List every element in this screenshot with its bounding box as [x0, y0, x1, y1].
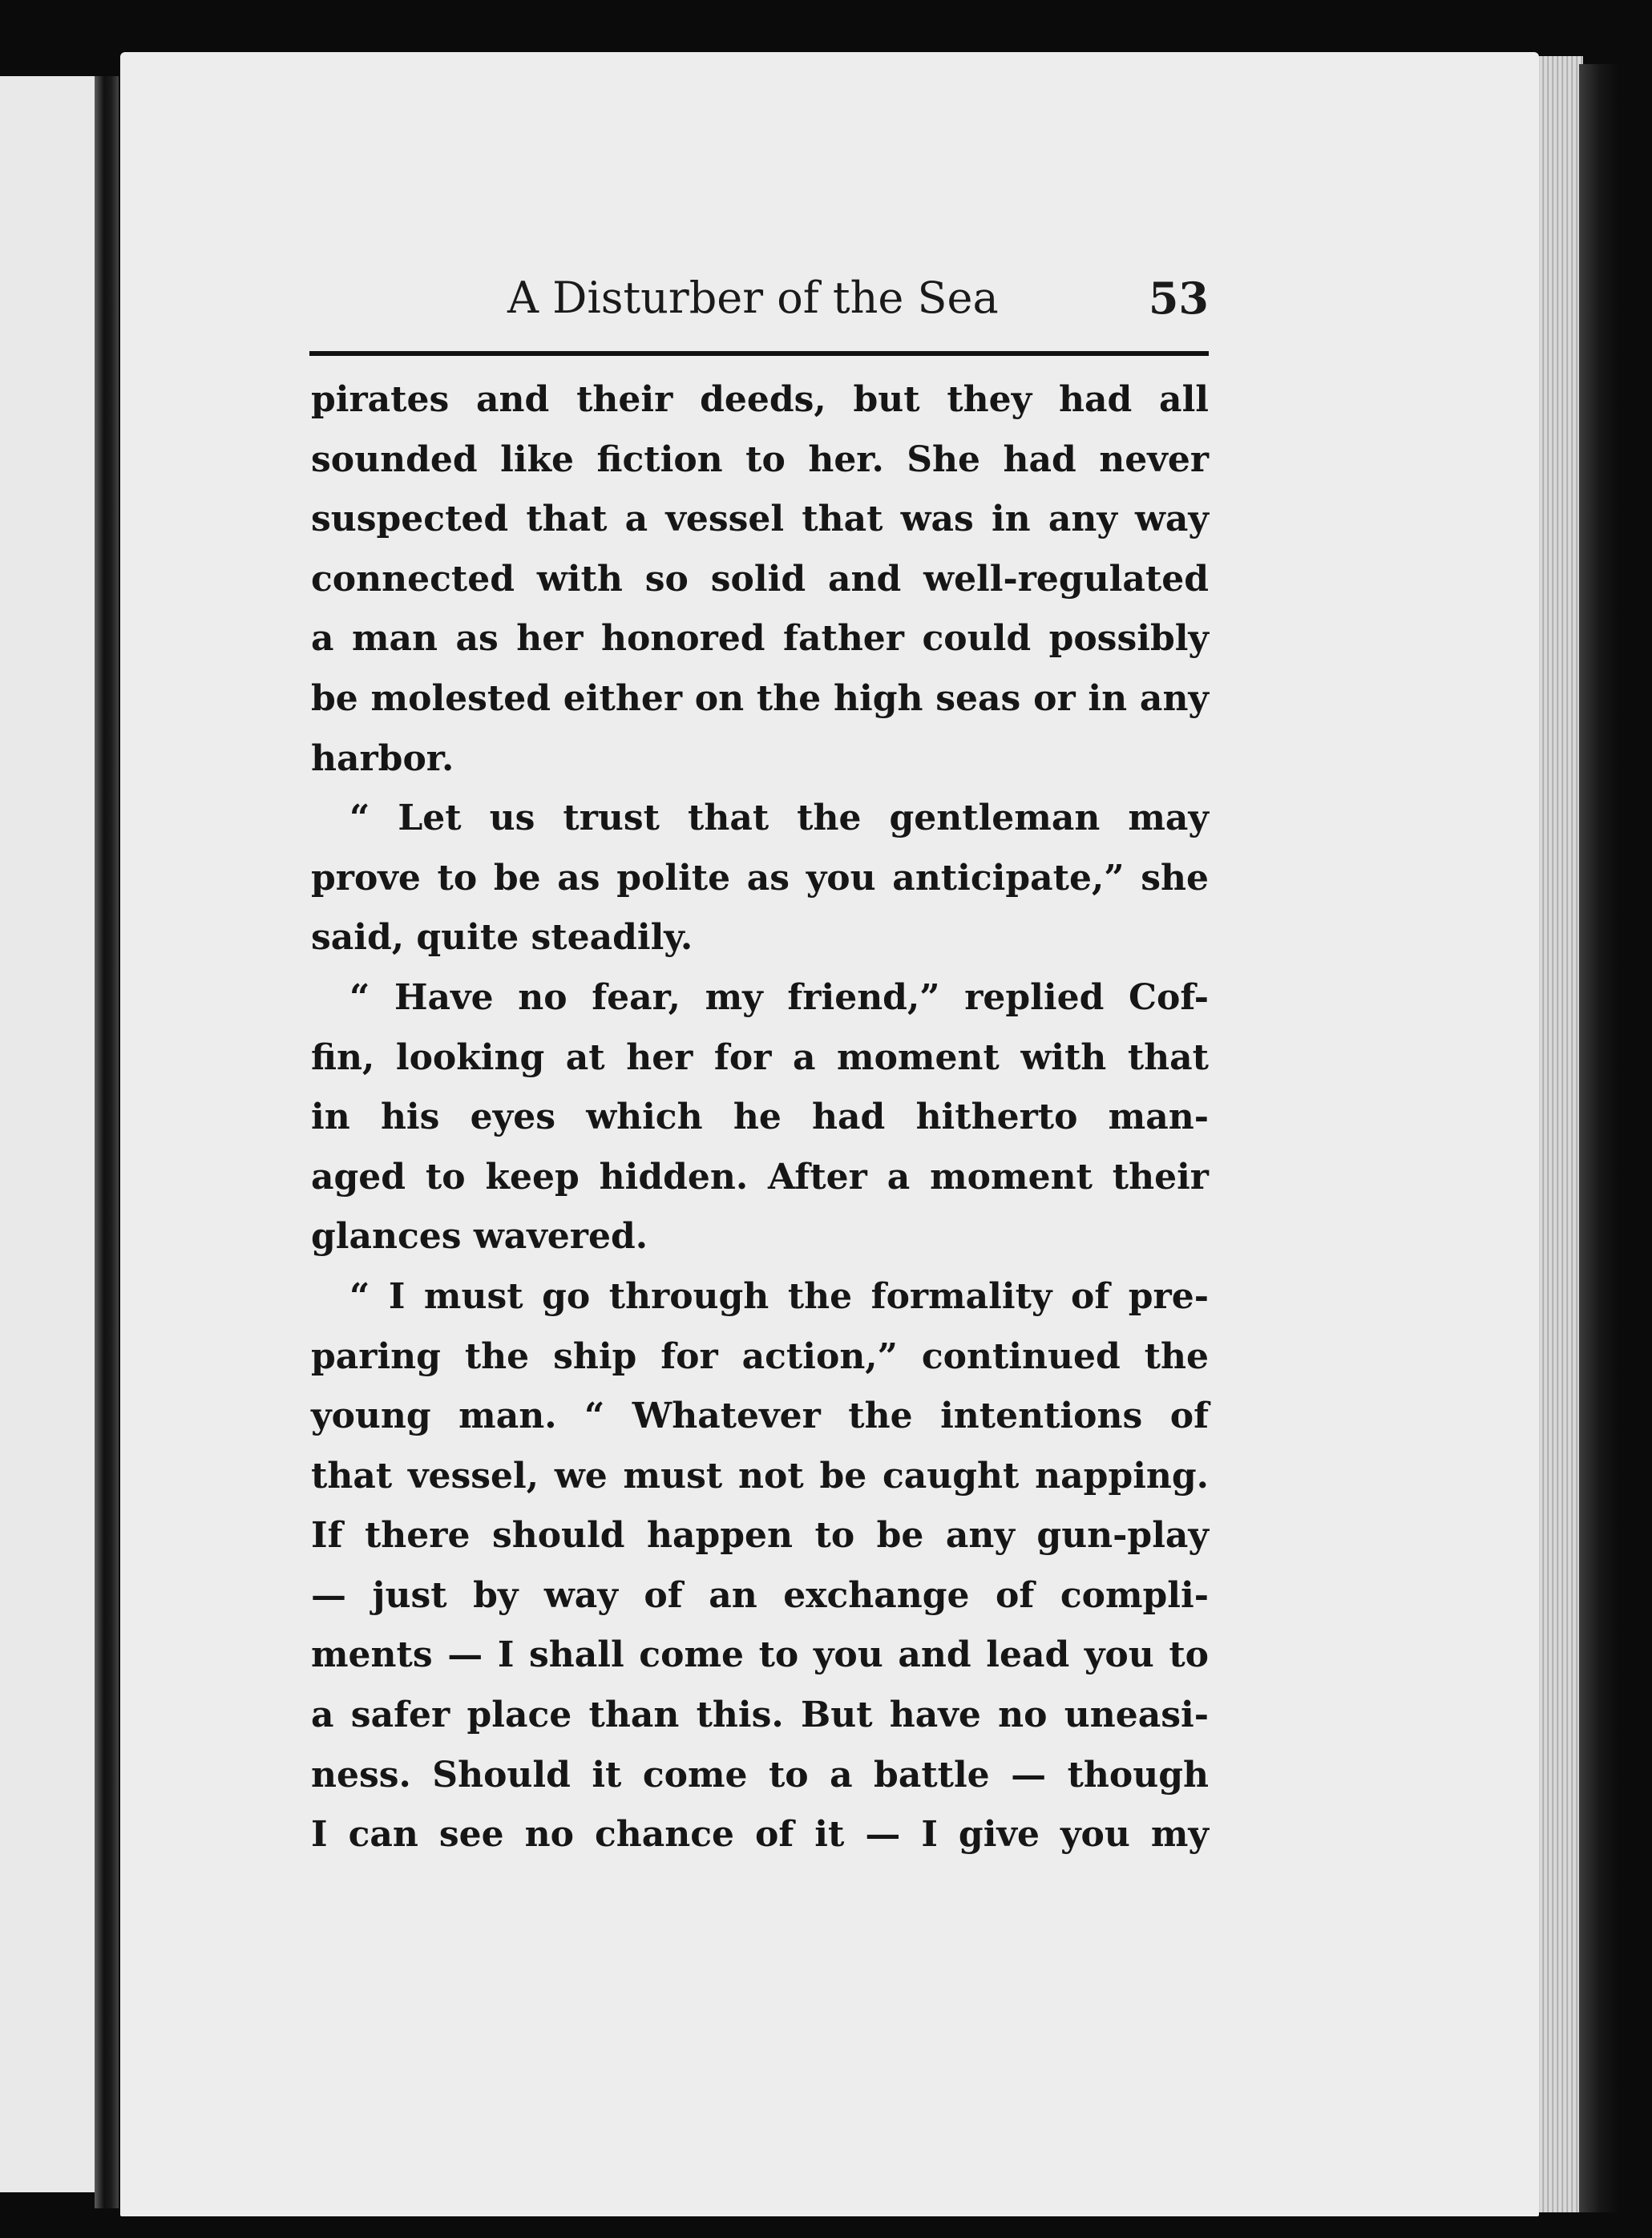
text-line: “ Have no fear, my friend,” replied Cof-: [349, 976, 1209, 1018]
text-line: be molested either on the high seas or in any: [311, 677, 1209, 719]
text-line: connected with so solid and well-regulated: [311, 558, 1209, 600]
running-head: [311, 273, 1209, 337]
text-line: a safer place than this. But have no uneasi-: [311, 1695, 1209, 1736]
text-line: I can see no chance of it — I give you my: [311, 1814, 1209, 1856]
text-line: young man. “ Whatever the intentions of: [311, 1396, 1209, 1437]
page-number: 53: [1148, 273, 1209, 324]
text-line: a man as her honored father could possibly: [311, 618, 1209, 660]
text-line: fin, looking at her for a moment with that: [311, 1036, 1209, 1078]
text-line: prove to be as polite as you anticipate,” she: [311, 857, 1209, 899]
text-line: ness. Should it come to a battle — though: [311, 1754, 1209, 1796]
book-gutter: [95, 76, 119, 2208]
text-line: harbor.: [311, 737, 454, 779]
text-line: ments — I shall come to you and lead you to: [311, 1634, 1209, 1676]
text-line: pirates and their deeds, but they had all: [311, 379, 1209, 420]
body-text: [311, 370, 1209, 1865]
text-line: “ I must go through the formality of pre-: [349, 1275, 1209, 1317]
text-line: “ Let us trust that the gentleman may: [349, 798, 1209, 839]
text-line: glances wavered.: [311, 1216, 648, 1258]
text-line: paring the ship for action,” continued the: [311, 1335, 1209, 1377]
text-line: — just by way of an exchange of compli-: [311, 1574, 1209, 1616]
header-rule: [309, 351, 1209, 356]
text-line: aged to keep hidden. After a moment their: [311, 1156, 1209, 1198]
text-line: that vessel, we must not be caught napping.: [311, 1455, 1209, 1497]
facing-page-edge: [0, 76, 106, 2192]
text-line: said, quite steadily.: [311, 917, 693, 959]
running-title: A Disturber of the Sea: [507, 273, 999, 323]
page-stack-edge: [1535, 56, 1583, 2212]
text-line: suspected that a vessel that was in any way: [311, 499, 1209, 540]
text-line: sounded like fiction to her. She had never: [311, 438, 1209, 480]
book-cover-edge: [1579, 64, 1619, 2212]
text-line: in his eyes which he had hitherto man-: [311, 1097, 1209, 1138]
text-line: If there should happen to be any gun-play: [311, 1515, 1209, 1557]
